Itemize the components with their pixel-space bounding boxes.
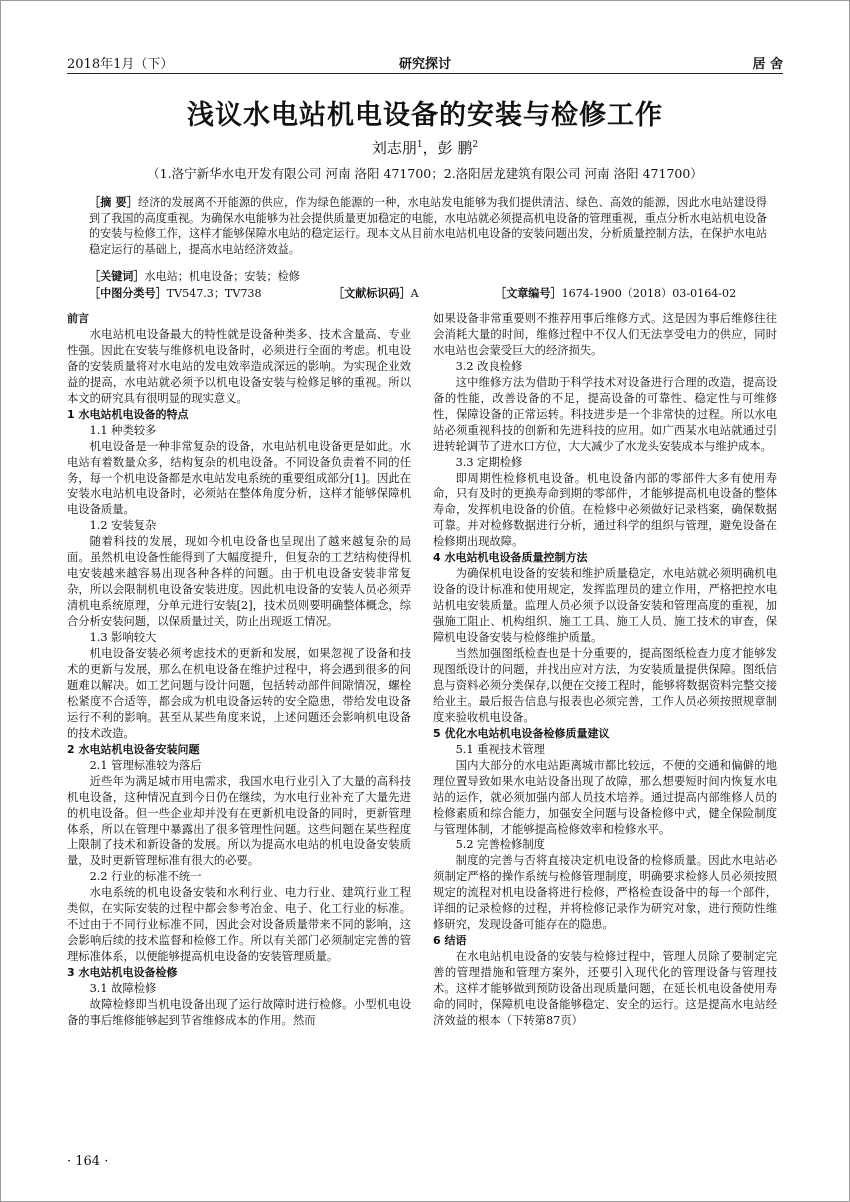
subsection-heading: 1.2 安装复杂 <box>89 519 157 533</box>
subsection-heading: 5.1 重视技术管理 <box>455 742 545 756</box>
author-separator: ， <box>422 139 438 157</box>
keywords-text: 水电站；机电设备；安装；检修 <box>144 270 300 283</box>
paragraph: 故障检修即当机电设备出现了运行故障时进行检修。小型机电设备的事后维修能够起到节省维修成本的作用。然而 <box>67 997 411 1027</box>
paragraph: 即周期性检修机电设备。机电设备内部的零部件大多有使用寿命，只有及时的更换寿命到期的零部件，才能够提高机电设备的整体寿命，发挥机电设备的价值。在检修中必须做好记录档案，确保数据可靠。并对检修数据进行分析，通过科学的组织与管理，避免设备在检修期出现故障。 <box>433 471 777 549</box>
paragraph: 当然加强图纸检查也是十分重要的，提高图纸检查力度才能够发现图纸设计的问题，并找出应对方法，为安装质量提供保障。图纸信息与资料必须分类保存,以便在交接工程时，能够将数据资料完整交接给业主。最后报告信息与报表也必须完善，工作人员必须按照规章制度来验收机电设备。 <box>433 647 777 724</box>
section-heading: 4 水电站机电设备质量控制方法 <box>433 551 588 565</box>
article-number <box>495 285 736 301</box>
paragraph: 制度的完善与否将直接决定机电设备的检修质量。因此水电站必须制定严格的操作系统与检修管理制度，明确要求检修人员必须按照规定的流程对机电设备将进行检修，严格检查设备中的每一个部件，详细的记录检修的过程，并将检修记录作为研究对象，进行预防性维修研究，发现设备可能存在的隐患。 <box>433 854 777 932</box>
doc-code-value: A <box>410 287 419 300</box>
header-section: 居 舍 <box>752 57 783 72</box>
subsection-heading: 2.1 管理标准较为落后 <box>89 758 202 772</box>
author-1: 刘志朋 <box>371 139 417 157</box>
doc-code-label: ［文献标识码］ <box>333 287 411 300</box>
abstract-text: 经济的发展离不开能源的供应，作为绿色能源的一种，水电站发电能够为我们提供清洁、绿色、高效的能源，因此水电站建设得到了我国的高度重视。为确保水电能够为社会提供质量更加稳定的电能，水电站就必须提高机电设备的管理重视，重点分析水电站机电设备的安装与检修工作，这样才能够保障水电站的稳定运行。现本文从目前水电站机电设备的安装问题出发，分析质量控制方法，在保护水电站稳定运行的基础上，提高水电站经济效益。 <box>89 196 767 256</box>
author-2: 彭 鹏 <box>437 139 473 157</box>
paragraph: 机电设备是一种非常复杂的设备，水电站机电设备更是如此。水电站有着数量众多，结构复杂的机电设备。不同设备负责着不同的任务，每一个机电设备都是水电站发电系统的重要组成部分[1]。因此在安装水电站机电设备时，必须站在整体角度分析，这样才能够保障机电设备质量。 <box>67 439 411 517</box>
section-heading: 5 优化水电站机电设备检修质量建议 <box>433 726 610 740</box>
section-heading: 2 水电站机电设备安装问题 <box>67 742 200 756</box>
subsection-heading: 1.3 影响较大 <box>89 631 157 645</box>
subsection-heading: 2.2 行业的标准不统一 <box>89 870 202 884</box>
paragraph: 随着科技的发展，现如今机电设备也呈现出了越来越复杂的局面。虽然机电设备性能得到了大幅度提升，但复杂的工艺结构使得机电安装越来越容易出现各种各样的问题。由于机电设备安装非常复杂，所以会限制机电设备安装进度。因此机电设备的安装人员必须弄清机电系统原理，分单元进行安装[2]，技术员则要明确整体概念，综合分析安装问题，以保质量过关，防止出现返工情况。 <box>67 535 411 629</box>
article-number-value: 1674-1900（2018）03-0164-02 <box>561 287 737 300</box>
subsection-heading: 5.2 完善检修制度 <box>455 838 545 852</box>
right-column <box>433 311 777 1029</box>
subsection-heading: 3.3 定期检修 <box>455 455 523 469</box>
abstract <box>89 195 767 257</box>
subsection-heading: 3.1 故障检修 <box>89 982 157 996</box>
author-1-affil: 1 <box>416 140 423 150</box>
section-heading: 1 水电站机电设备的特点 <box>67 407 189 421</box>
keywords <box>89 268 300 284</box>
paragraph: 水电站机电设备最大的特性就是设备种类多、技术含量高、专业性强。因此在安装与维修机电设备时，必须进行全面的考虑。机电设备的安装质量将对水电站的发电效率造成深远的影响。为实现企业效益的提高，水电站就必须予以机电设备安装与检修足够的重视。所以本文的研究具有很明显的现实意义。 <box>67 327 411 405</box>
header-column: 研究探讨 <box>398 57 451 72</box>
author-2-affil: 2 <box>472 140 479 150</box>
page-number: · 164 · <box>67 1154 109 1169</box>
paragraph: 水电系统的机电设备安装和水利行业、电力行业、建筑行业工程类似，在实际安装的过程中都会参考冶金、电子、化工行业的标准。不过由于不同行业标准不同，因此会对设备质量带来不同的影响，这会影响后续的技术监督和检修工作。所以有关部门必须制定完善的管理标准体系，以便能够提高机电设备的安装管理质量。 <box>67 886 411 964</box>
author-line <box>1 137 849 158</box>
affiliation: （1.洛宁新华水电开发有限公司 河南 洛阳 471700；2.洛阳居龙建筑有限公司 河南 洛阳 471700） <box>147 166 703 181</box>
header-rule <box>67 73 783 74</box>
section-heading: 前言 <box>67 312 89 325</box>
paragraph: 在水电站机电设备的安装与检修过程中，管理人员除了要制定完善的管理措施和管理方案外，还要引入现代化的管理设备与管理技术。这样才能够做到预防设备出现质量问题，在延长机电设备使用寿命的同时，保障机电设备能够稳定、安全的运行。这是提高水电站经济效益的根本（下转第87页） <box>433 950 777 1027</box>
document-code <box>333 285 419 301</box>
article-title: 浅议水电站机电设备的安装与检修工作 <box>187 100 663 131</box>
left-column <box>67 311 411 1029</box>
header-date: 2018年1月（下） <box>67 57 174 72</box>
paragraph: 机电设备安装必须考虑技术的更新和发展，如果忽视了设备和技术的更新与发展，那么在机电设备在维护过程中，将会遇到很多的问题难以解决。如工艺问题与设计问题，包括转动部件间隙情况，螺栓松紧度不合适等，都会成为机电设备运转的安全隐患，带给发电设备运行不利的影响。甚至从某些角度来说，上述问题还会影响机电设备的技术改造。 <box>67 647 411 740</box>
subsection-heading: 1.1 种类较多 <box>89 423 157 437</box>
paragraph: 国内大部分的水电站距离城市都比较远，不便的交通和偏僻的地理位置导致如果水电站设备出现了故障，那么想要短时间内恢复水电站的运作，就必须加强内部人员技术培养。通过提高内部维修人员的检修素质和综合能力，加强安全问题与设备检修中式，健全保险制度与管理体制，才能够提高检修效率和检修水平。 <box>433 758 777 836</box>
paragraph-continued: 如果设备非常重要则不推荐用事后维修方式。这是因为事后维修往往会消耗大量的时间，维修过程中不仅人们无法享受电力的供应，同时水电站也会蒙受巨大的经济损失。 <box>433 312 777 357</box>
paragraph: 为确保机电设备的安装和维护质量稳定，水电站就必须明确机电设备的设计标准和使用规定，发挥监理员的建立作用，严格把控水电站机电安装质量。监理人员必须予以设备安装和管理高度的重视，加强施工阻止、机构组织、施工工具、施工人员、施工技术的审查，保障机电设备安装与检修维护质量。 <box>433 567 777 645</box>
keywords-label: ［关键词］ <box>89 270 145 283</box>
clc-number <box>89 285 262 301</box>
clc-label: ［中图分类号］ <box>89 287 167 300</box>
paragraph: 近些年为满足城市用电需求，我国水电行业引入了大量的高科技机电设备，这种情况直到今日仍在继续，为水电行业补充了大量先进的机电设备。但一些企业却并没有在更新机电设备的同时，更新管理体系，所以在管理中暴露出了很多管理性问题。这些问题在某些程度上限制了技术和新设备的发展。所以为提高水电站的机电设备安装质量，及时更新管理标准有很大的必要。 <box>67 774 411 868</box>
section-heading: 3 水电站机电设备检修 <box>67 966 178 980</box>
abstract-label: ［摘 要］ <box>89 196 138 209</box>
section-heading: 6 结语 <box>433 934 467 948</box>
paragraph: 这中维修方法为借助于科学技术对设备进行合理的改造，提高设备的性能，改善设备的不足，提高设备的可靠性、稳定性与可维修性，保障设备的正常运转。科技进步是一个非常快的过程。所以水电站必须重视科技的创新和先进科技的应用。如广西某水电站就通过引进转轮调节了进水口方位，大大减少了水龙头安装成本与维护成本。 <box>433 375 777 453</box>
subsection-heading: 3.2 改良检修 <box>455 359 523 373</box>
clc-value: TV547.3；TV738 <box>166 287 262 300</box>
article-number-label: ［文章编号］ <box>495 287 562 300</box>
